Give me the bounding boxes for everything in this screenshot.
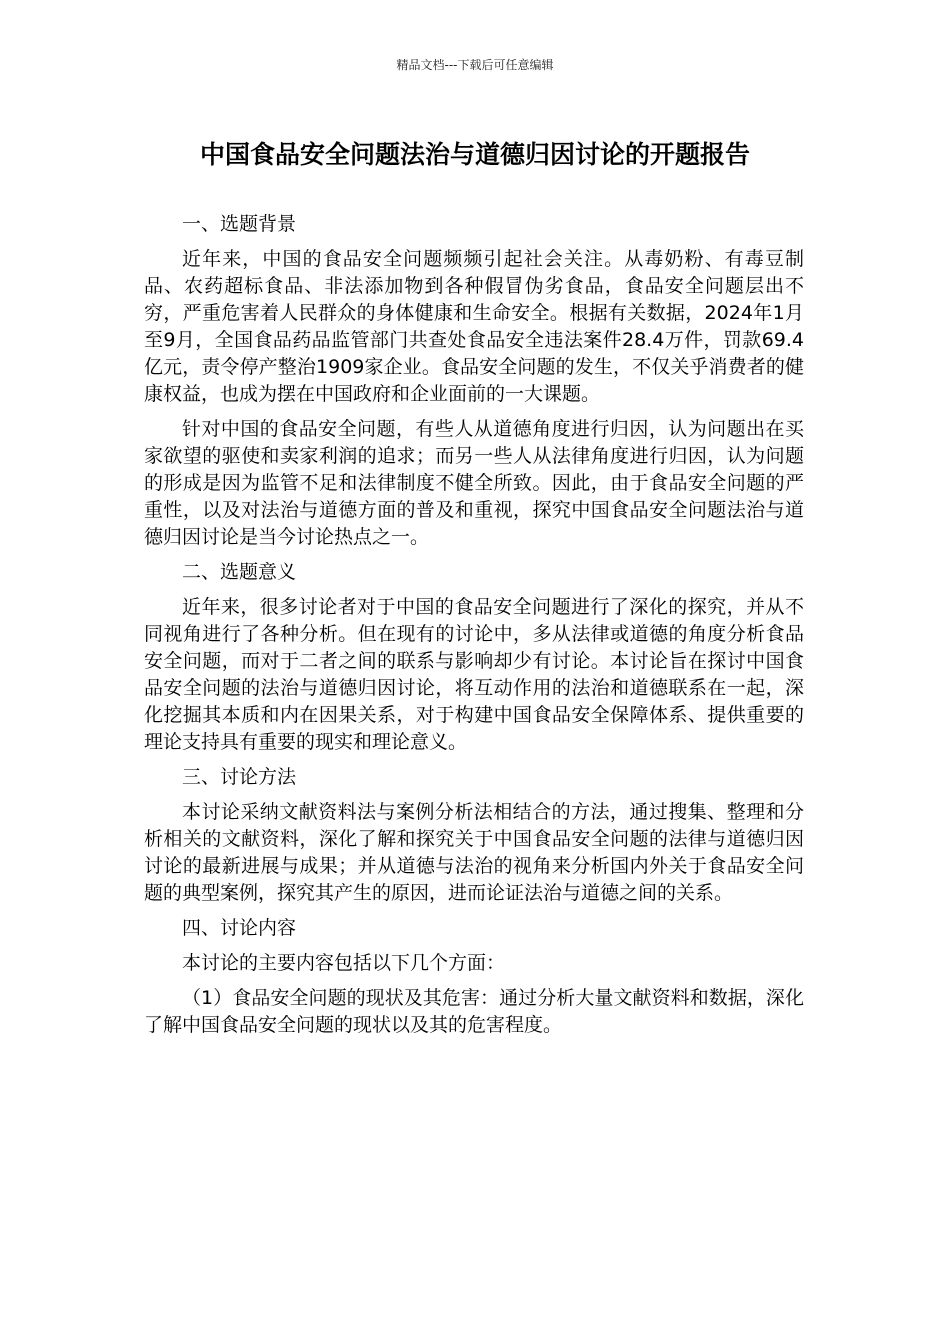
section-heading-method: 三、讨论方法 bbox=[182, 766, 297, 788]
paragraph-background-2: 针对中国的食品安全问题，有些人从道德角度进行归因，认为问题出在买家欲望的驱使和卖家利润的追求；而另一些人从法律角度进行归因，认为问题的形成是因为监管不足和法律制度不健全所致。因此，由于食品安全问题的严重性，以及对法治与道德方面的普及和重视，探究中国食品安全问题法治与道德归因讨论是当今讨论热点之一。 bbox=[144, 418, 804, 548]
section-heading-background: 一、选题背景 bbox=[182, 213, 297, 235]
section-heading-significance: 二、选题意义 bbox=[182, 561, 297, 583]
document-body bbox=[144, 211, 804, 1047]
paragraph-method-1: 本讨论采纳文献资料法与案例分析法相结合的方法，通过搜集、整理和分析相关的文献资料，深化了解和探究关于中国食品安全问题的法律与道德归因讨论的最新进展与成果；并从道德与法治的视角来分析国内外关于食品安全问题的典型案例，探究其产生的原因，进而论证法治与道德之间的关系。 bbox=[144, 801, 804, 904]
paragraph-content-2: （1）食品安全问题的现状及其危害：通过分析大量文献资料和数据，深化了解中国食品安全问题的现状以及其的危害程度。 bbox=[144, 987, 804, 1036]
paragraph-content-1: 本讨论的主要内容包括以下几个方面： bbox=[182, 952, 506, 974]
document-title: 中国食品安全问题法治与道德归因讨论的开题报告 bbox=[199, 140, 750, 169]
paragraph-background-1: 近年来，中国的食品安全问题频频引起社会关注。从毒奶粉、有毒豆制品、农药超标食品、非法添加物到各种假冒伪劣食品，食品安全问题层出不穷，严重危害着人民群众的身体健康和生命安全。根据有关数据，2024年1月至9月，全国食品药品监管部门共查处食品安全违法案件28.4万件，罚款69.4亿元，责令停产整治1909家企业。食品安全问题的发生，不仅关乎消费者的健康权益，也成为摆在中国政府和企业面前的一大课题。 bbox=[144, 248, 804, 405]
section-heading-content: 四、讨论内容 bbox=[182, 917, 297, 939]
page-header-note: 精品文档---下载后可任意编辑 bbox=[396, 58, 554, 72]
paragraph-significance-1: 近年来，很多讨论者对于中国的食品安全问题进行了深化的探究，并从不同视角进行了各种分析。但在现有的讨论中，多从法律或道德的角度分析食品安全问题，而对于二者之间的联系与影响却少有讨论。本讨论旨在探讨中国食品安全问题的法治与道德归因讨论，将互动作用的法治和道德联系在一起，深化挖掘其本质和内在因果关系，对于构建中国食品安全保障体系、提供重要的理论支持具有重要的现实和理论意义。 bbox=[144, 596, 804, 753]
